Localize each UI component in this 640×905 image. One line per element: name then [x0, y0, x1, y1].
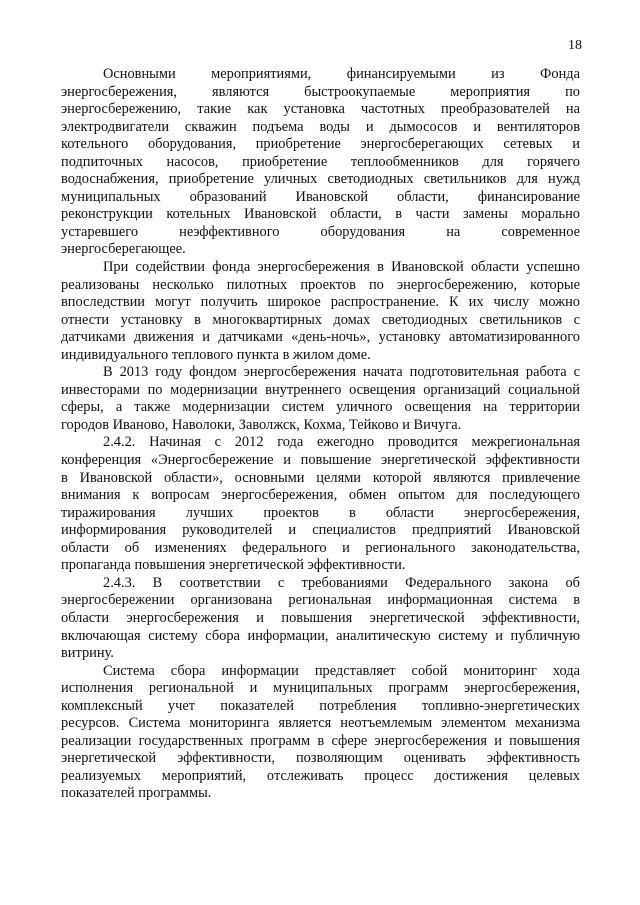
text-line: датчиками движения и датчиками «день-ночь», установку автоматизированного — [61, 329, 580, 346]
text-line: муниципальных образований Ивановской области, финансировaние — [61, 188, 580, 205]
text-line: включающая систему сбора информации, аналитическую систему и публичную — [61, 627, 580, 644]
text-line: области об изменениях федерального и регионального законодательства, — [61, 539, 580, 556]
text-line: комплексный учет показателей потребления топливно-энергетических — [61, 697, 580, 714]
text-line: Система сбора информации представляет собой мониторинг хода — [103, 662, 580, 679]
text-line: подпиточных насосов, приобретение теплообменников для горячего — [61, 153, 580, 170]
text-line: реализации государственных программ в сфере энергосбережения и повышения — [61, 732, 580, 749]
paragraph — [61, 364, 580, 434]
text-line: ресурсов. Система мониторинга является неотъемлемым элементом механизма — [61, 715, 580, 732]
text-line: области энергосбережения и повышения энергетической эффективности, — [61, 609, 580, 626]
text-line: индивидуального теплового пункта в жилом доме. — [61, 346, 371, 363]
paragraph — [61, 575, 580, 663]
text-line: отнести установку в многоквартирных домах светодиодных светильников с — [61, 311, 580, 328]
text-line: инвесторами по модернизации внутреннего освещения организаций социальной — [61, 381, 580, 398]
text-line: При содействии фонда энергосбережения в Ивановской области успешно — [103, 259, 580, 276]
text-line: исполнения региональной и муниципальных программ энергосбережения, — [61, 680, 580, 697]
text-line: внимания к вопросам энергосбережения, обмен опытом для последующего — [61, 487, 580, 504]
text-line: энергетической эффективности, позволяющим оценивать эффективность — [61, 750, 580, 767]
text-line: реконструкции котельных Ивановской области, в части замены морально — [61, 206, 580, 223]
text-line: в Ивановской области», основными целями которой являются привлечение — [61, 469, 580, 486]
text-line: впоследствии могут получить широкое распространение. К их числу можно — [61, 294, 580, 311]
text-line: реализуемых мероприятий, отслеживать процесс достижения целевых — [61, 767, 580, 784]
text-line: конференция «Энергосбережение и повышение энергетической эффективности — [61, 452, 580, 469]
paragraph — [61, 66, 580, 259]
paragraph — [61, 259, 580, 364]
text-line: энергосберегающее. — [61, 241, 186, 258]
text-line: Основными мероприятиями, финансируемыми из Фонда — [103, 66, 580, 82]
document-body — [61, 66, 580, 803]
text-line: устаревшего неэффективного оборудования на современное — [61, 223, 580, 240]
text-line: городов Иваново, Наволоки, Заволжск, Кохма, Тейково и Вичуга. — [61, 416, 462, 433]
text-line: котельного оборудования, приобретение энергосберегающих сетевых и — [61, 136, 580, 153]
text-line: энергосбережения, являются быстроокупаемые мероприятия по — [61, 83, 580, 100]
text-line: В 2013 году фондом энергосбережения начата подготовительная работа с — [103, 364, 580, 381]
text-line: электродвигатели скважин подъема воды и дымососов и вентиляторов — [61, 118, 580, 135]
text-line: водоснабжения, приобретение уличных светодиодных светильников для нужд — [61, 171, 580, 188]
text-line: 2.4.2. Начиная с 2012 года ежегодно проводится межрегиональная — [103, 434, 580, 451]
text-line: витрину. — [61, 645, 114, 662]
text-line: показателей программы. — [61, 785, 212, 802]
paragraph — [61, 663, 580, 803]
text-line: сферы, а также модернизации систем уличного освещения на территории — [61, 399, 580, 416]
text-line: реализованы несколько пилотных проектов по энергосбережению, которые — [61, 276, 580, 293]
text-line: 2.4.3. В соответствии с требованиями Федерального закона об — [103, 574, 580, 591]
text-line: тиражирования лучших проектов в области энергосбережения, — [61, 504, 580, 521]
text-line: информирования руководителей и специалистов предприятий Ивановской — [61, 522, 580, 539]
text-line: пропаганда повышения энергетической эффективности. — [61, 557, 406, 574]
paragraph — [61, 434, 580, 574]
text-line: энергосбережении организована региональная информационная система в — [61, 592, 580, 609]
page-number: 18 — [568, 38, 582, 53]
text-line: энергосбережению, такие как установка частотных преобразователей на — [61, 101, 580, 118]
